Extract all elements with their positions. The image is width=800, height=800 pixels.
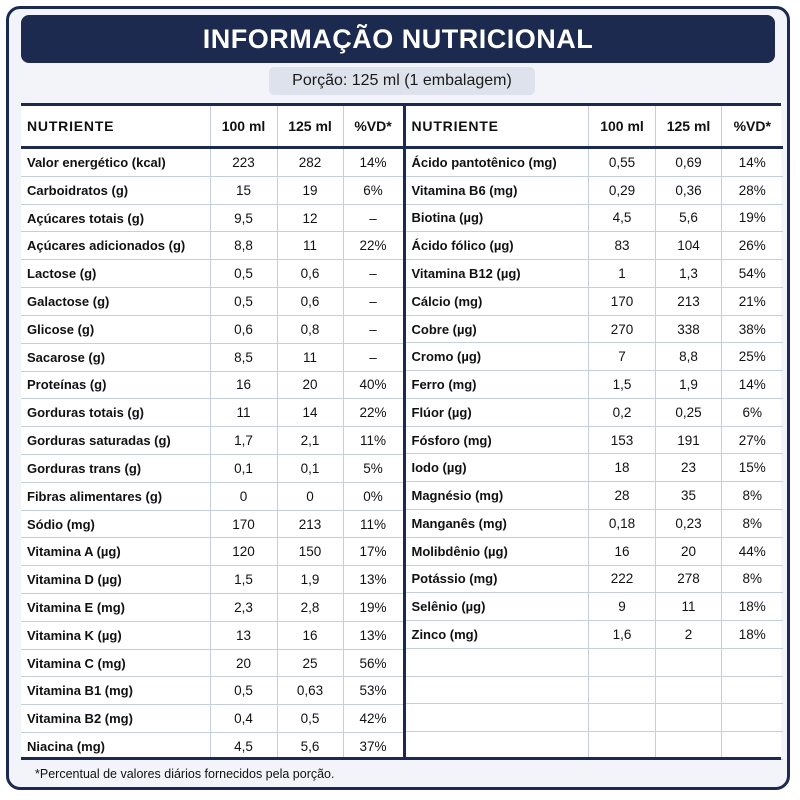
value-100ml: 13 [210, 621, 277, 649]
footnote: *Percentual de valores diários fornecidos pela porção. [21, 757, 781, 785]
value-125ml: 2 [656, 621, 722, 649]
value-125ml: 8,8 [656, 343, 722, 371]
nutrient-name: Vitamina A (µg) [21, 538, 210, 566]
nutrient-name: Iodo (µg) [406, 454, 589, 482]
value-100ml: 0 [210, 482, 277, 510]
nutrient-name: Vitamina K (µg) [21, 621, 210, 649]
value-125ml: 0 [277, 482, 343, 510]
nutrient-name: Potássio (mg) [406, 565, 589, 593]
table-row [406, 593, 783, 621]
table-row [406, 176, 783, 204]
value-125ml: 2,8 [277, 594, 343, 622]
value-vd: 38% [722, 315, 783, 343]
nutrient-name: Lactose (g) [21, 260, 210, 288]
value-vd: 8% [722, 509, 783, 537]
empty-row [406, 676, 783, 704]
value-100ml: 4,5 [210, 733, 277, 760]
table-row [406, 232, 783, 260]
value-vd: 15% [722, 454, 783, 482]
value-vd: 11% [343, 510, 404, 538]
header-vd: %VD* [343, 106, 404, 148]
empty-row [406, 732, 783, 760]
value-vd: 17% [343, 538, 404, 566]
value-100ml: 0,6 [210, 315, 277, 343]
value-vd: 18% [722, 593, 783, 621]
value-125ml: 11 [277, 343, 343, 371]
table-row [406, 482, 783, 510]
table-row [21, 705, 404, 733]
header-100ml: 100 ml [589, 106, 656, 148]
table-header-row [406, 106, 783, 148]
value-125ml: 338 [656, 315, 722, 343]
table-row [406, 371, 783, 399]
value-125ml: 282 [277, 148, 343, 177]
value-100ml: 1,5 [589, 371, 656, 399]
table-row [406, 509, 783, 537]
value-vd: 14% [343, 148, 404, 177]
value-vd: 19% [722, 204, 783, 232]
value-vd: 6% [343, 176, 404, 204]
table-row [406, 426, 783, 454]
value-125ml: 0,5 [277, 705, 343, 733]
value-125ml: 0,25 [656, 398, 722, 426]
value-100ml: 222 [589, 565, 656, 593]
value-100ml: 0,5 [210, 677, 277, 705]
nutrient-name [406, 676, 589, 704]
empty-row [406, 648, 783, 676]
nutrient-name: Vitamina D (µg) [21, 566, 210, 594]
value-125ml: 20 [656, 537, 722, 565]
nutrient-name: Açúcares totais (g) [21, 204, 210, 232]
header-100ml: 100 ml [210, 106, 277, 148]
header-vd: %VD* [722, 106, 783, 148]
table-row [406, 454, 783, 482]
nutrient-name: Ferro (mg) [406, 371, 589, 399]
value-vd: – [343, 288, 404, 316]
portion-label: Porção: 125 ml (1 embalagem) [269, 67, 535, 95]
value-125ml [656, 732, 722, 760]
value-100ml: 223 [210, 148, 277, 177]
value-vd: 14% [722, 371, 783, 399]
table-row [21, 232, 404, 260]
table-row [21, 371, 404, 399]
value-vd: – [343, 260, 404, 288]
value-vd: 8% [722, 565, 783, 593]
value-100ml: 11 [210, 399, 277, 427]
value-125ml: 213 [277, 510, 343, 538]
value-100ml: 1 [589, 260, 656, 288]
table-row [406, 148, 783, 177]
nutrient-name: Vitamina C (mg) [21, 649, 210, 677]
nutrient-name: Zinco (mg) [406, 621, 589, 649]
table-row [21, 733, 404, 760]
value-vd: 13% [343, 566, 404, 594]
value-100ml: 4,5 [589, 204, 656, 232]
nutrient-name: Fósforo (mg) [406, 426, 589, 454]
value-100ml: 0,4 [210, 705, 277, 733]
table-row [21, 288, 404, 316]
table-row [21, 566, 404, 594]
nutrient-name [406, 648, 589, 676]
value-125ml [656, 648, 722, 676]
nutrient-name: Carboidratos (g) [21, 176, 210, 204]
table-row [21, 399, 404, 427]
value-vd: 6% [722, 398, 783, 426]
value-125ml: 5,6 [277, 733, 343, 760]
nutrition-table-right [406, 106, 783, 760]
nutrient-name: Vitamina B6 (mg) [406, 176, 589, 204]
value-100ml: 15 [210, 176, 277, 204]
table-row [406, 343, 783, 371]
value-100ml: 0,5 [210, 260, 277, 288]
value-100ml: 16 [210, 371, 277, 399]
header-125ml: 125 ml [277, 106, 343, 148]
value-125ml: 0,6 [277, 260, 343, 288]
nutrient-name: Sacarose (g) [21, 343, 210, 371]
table-row [21, 148, 404, 177]
nutrient-name: Ácido fólico (µg) [406, 232, 589, 260]
value-vd: 5% [343, 454, 404, 482]
value-125ml [656, 704, 722, 732]
value-vd [722, 648, 783, 676]
nutrient-name: Vitamina B2 (mg) [21, 705, 210, 733]
nutrient-name: Valor energético (kcal) [21, 148, 210, 177]
value-vd: 0% [343, 482, 404, 510]
header-125ml: 125 ml [656, 106, 722, 148]
value-100ml: 8,8 [210, 232, 277, 260]
value-vd: 13% [343, 621, 404, 649]
nutrient-name: Selênio (µg) [406, 593, 589, 621]
table-row [406, 621, 783, 649]
nutrient-name: Gorduras trans (g) [21, 454, 210, 482]
nutrient-name: Biotina (µg) [406, 204, 589, 232]
value-100ml: 8,5 [210, 343, 277, 371]
value-vd: 8% [722, 482, 783, 510]
table-row [21, 315, 404, 343]
value-100ml: 28 [589, 482, 656, 510]
value-100ml: 2,3 [210, 594, 277, 622]
table-row [21, 260, 404, 288]
value-125ml: 11 [656, 593, 722, 621]
value-vd: 53% [343, 677, 404, 705]
value-125ml: 0,63 [277, 677, 343, 705]
table-row [406, 398, 783, 426]
nutrient-name: Niacina (mg) [27, 739, 106, 755]
value-100ml: 0,1 [210, 454, 277, 482]
value-125ml: 0,23 [656, 509, 722, 537]
value-vd: 42% [343, 705, 404, 733]
value-125ml: 150 [277, 538, 343, 566]
value-vd: – [343, 343, 404, 371]
nutrient-name [406, 704, 589, 732]
table-header-row [21, 106, 404, 148]
value-125ml: 1,3 [656, 260, 722, 288]
value-100ml: 16 [589, 537, 656, 565]
nutrient-name: Cobre (µg) [406, 315, 589, 343]
nutrient-name: Açúcares adicionados (g) [21, 232, 210, 260]
value-125ml: 20 [277, 371, 343, 399]
value-100ml: 0,55 [589, 148, 656, 177]
value-100ml: 0,29 [589, 176, 656, 204]
page-title: INFORMAÇÃO NUTRICIONAL [202, 23, 594, 54]
value-125ml: 278 [656, 565, 722, 593]
table-row [21, 677, 404, 705]
nutrient-name: Vitamina E (mg) [21, 594, 210, 622]
value-100ml: 170 [589, 287, 656, 315]
title-bar [21, 15, 775, 63]
nutrient-name: Glicose (g) [21, 315, 210, 343]
value-vd: 54% [722, 260, 783, 288]
value-125ml: 14 [277, 399, 343, 427]
value-100ml: 170 [210, 510, 277, 538]
value-100ml: 1,6 [589, 621, 656, 649]
value-125ml: 104 [656, 232, 722, 260]
value-125ml: 213 [656, 287, 722, 315]
table-row [21, 538, 404, 566]
value-100ml: 270 [589, 315, 656, 343]
value-125ml [656, 676, 722, 704]
table-row [21, 454, 404, 482]
value-vd: 44% [722, 537, 783, 565]
value-125ml: 0,1 [277, 454, 343, 482]
value-125ml: 23 [656, 454, 722, 482]
value-vd [722, 732, 783, 760]
value-vd: 21% [722, 287, 783, 315]
value-100ml: 153 [589, 426, 656, 454]
value-vd: 26% [722, 232, 783, 260]
table-row [21, 176, 404, 204]
nutrient-name: Flúor (µg) [406, 398, 589, 426]
table-row [406, 260, 783, 288]
value-125ml: 25 [277, 649, 343, 677]
value-100ml: 0,5 [210, 288, 277, 316]
nutrient-name: Sódio (mg) [21, 510, 210, 538]
value-125ml: 1,9 [277, 566, 343, 594]
nutrient-name: Gorduras saturadas (g) [21, 427, 210, 455]
value-vd: 22% [343, 232, 404, 260]
nutrition-table-left [21, 106, 406, 760]
nutrient-name: Vitamina B12 (µg) [406, 260, 589, 288]
value-vd: 28% [722, 176, 783, 204]
value-100ml: 1,5 [210, 566, 277, 594]
value-vd: 14% [722, 148, 783, 177]
value-vd: 37% [343, 733, 404, 760]
table-row [21, 482, 404, 510]
value-vd: – [343, 315, 404, 343]
value-125ml: 1,9 [656, 371, 722, 399]
value-vd [722, 704, 783, 732]
table-row [406, 287, 783, 315]
table-row [406, 537, 783, 565]
value-125ml: 35 [656, 482, 722, 510]
value-125ml: 16 [277, 621, 343, 649]
header-nutrient: NUTRIENTE [21, 106, 210, 148]
value-125ml: 0,6 [277, 288, 343, 316]
value-100ml: 83 [589, 232, 656, 260]
nutrient-name: Magnésio (mg) [406, 482, 589, 510]
value-100ml: 120 [210, 538, 277, 566]
value-100ml: 9,5 [210, 204, 277, 232]
nutrient-name: Galactose (g) [21, 288, 210, 316]
table-row [21, 510, 404, 538]
value-vd: 22% [343, 399, 404, 427]
nutrition-facts-panel [6, 6, 790, 790]
value-100ml: 7 [589, 343, 656, 371]
value-125ml: 0,36 [656, 176, 722, 204]
value-125ml: 19 [277, 176, 343, 204]
value-vd: 40% [343, 371, 404, 399]
nutrient-name: Ácido pantotênico (mg) [406, 148, 589, 177]
value-vd: 19% [343, 594, 404, 622]
nutrient-name [406, 732, 589, 760]
value-125ml: 0,8 [277, 315, 343, 343]
value-vd: 25% [722, 343, 783, 371]
value-100ml: 9 [589, 593, 656, 621]
empty-row [406, 704, 783, 732]
table-row [406, 204, 783, 232]
nutrient-name: Fibras alimentares (g) [21, 482, 210, 510]
value-vd: 56% [343, 649, 404, 677]
nutrient-name: Cromo (µg) [406, 343, 589, 371]
nutrient-name: Molibdênio (µg) [406, 537, 589, 565]
value-vd [722, 676, 783, 704]
value-125ml: 191 [656, 426, 722, 454]
value-125ml: 12 [277, 204, 343, 232]
value-100ml [589, 732, 656, 760]
table-row [21, 594, 404, 622]
value-125ml: 0,69 [656, 148, 722, 177]
table-row [21, 621, 404, 649]
value-100ml: 0,2 [589, 398, 656, 426]
table-row [406, 315, 783, 343]
nutrient-name: Proteínas (g) [21, 371, 210, 399]
value-100ml: 0,18 [589, 509, 656, 537]
nutrient-name: Vitamina B1 (mg) [21, 677, 210, 705]
value-100ml [589, 676, 656, 704]
value-100ml [589, 704, 656, 732]
table-row [21, 427, 404, 455]
table-row [21, 649, 404, 677]
table-row [406, 565, 783, 593]
nutrient-name: Cálcio (mg) [406, 287, 589, 315]
value-100ml: 18 [589, 454, 656, 482]
table-row [21, 343, 404, 371]
nutrient-name: Gorduras totais (g) [21, 399, 210, 427]
value-100ml [589, 648, 656, 676]
value-100ml: 20 [210, 649, 277, 677]
value-125ml: 11 [277, 232, 343, 260]
value-vd: – [343, 204, 404, 232]
nutrient-name: Manganês (mg) [406, 509, 589, 537]
value-vd: 27% [722, 426, 783, 454]
value-vd: 11% [343, 427, 404, 455]
value-125ml: 2,1 [277, 427, 343, 455]
value-125ml: 5,6 [656, 204, 722, 232]
nutrition-tables [21, 103, 781, 760]
value-vd: 18% [722, 621, 783, 649]
value-100ml: 1,7 [210, 427, 277, 455]
header-nutrient: NUTRIENTE [406, 106, 589, 148]
table-row [21, 204, 404, 232]
